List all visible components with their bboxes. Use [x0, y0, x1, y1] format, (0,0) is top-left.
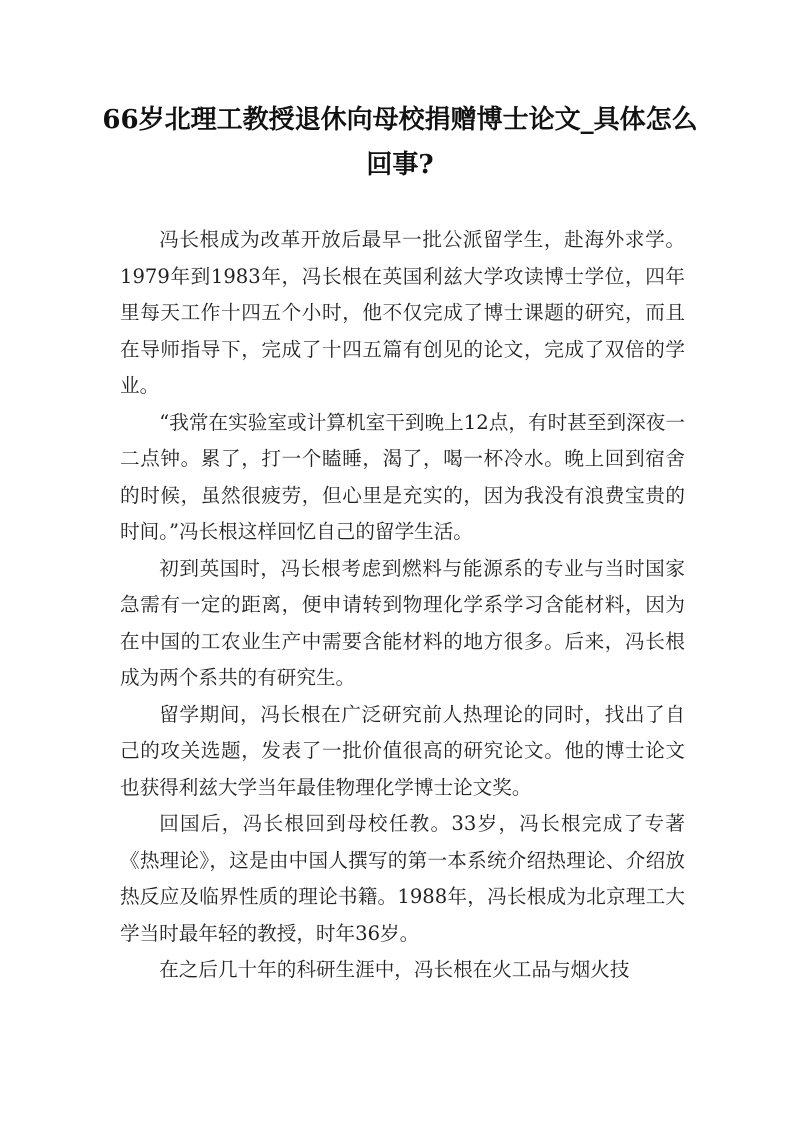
paragraph: 在之后几十年的科研生涯中，冯长根在火工品与烟火技 — [159, 958, 630, 981]
paragraph: “我常在实验室或计算机室干到晚上12点，有时甚至到深夜一二点钟。累了，打一个瞌睡，渴了，喝一杯冷水。晚上回到宿舍的时候，虽然很疲劳，但心里是充实的，因为我没有浪费宝贵的时间。”冯长根这样回忆自己的留学生活。 — [120, 410, 685, 543]
document-title: 66岁北理工教授退休向母校捐赠博士论文_具体怎么回事? — [102, 105, 698, 180]
article-body — [120, 222, 685, 989]
paragraph: 回国后，冯长根回到母校任教。33岁，冯长根完成了专著《热理论》，这是由中国人撰写的第一本系统介绍热理论、介绍放热反应及临界性质的理论书籍。1988年，冯长根成为北京理工大学当时最年轻的教授，时年36岁。 — [120, 812, 685, 945]
paragraph: 冯长根成为改革开放后最早一批公派留学生，赴海外求学。1979年到1983年，冯长根在英国利兹大学攻读博士学位，四年里每天工作十四五个小时，他不仅完成了博士课题的研究，而且在导师指导下，完成了十四五篇有创见的论文，完成了双倍的学业。 — [120, 228, 685, 397]
paragraph: 留学期间，冯长根在广泛研究前人热理论的同时，找出了自己的攻关选题，发表了一批价值很高的研究论文。他的博士论文也获得利兹大学当年最佳物理化学博士论文奖。 — [120, 702, 685, 799]
paragraph: 初到英国时，冯长根考虑到燃料与能源系的专业与当时国家急需有一定的距离，便申请转到物理化学系学习含能材料，因为在中国的工农业生产中需要含能材料的地方很多。后来，冯长根成为两个系共的有研究生。 — [120, 556, 685, 689]
